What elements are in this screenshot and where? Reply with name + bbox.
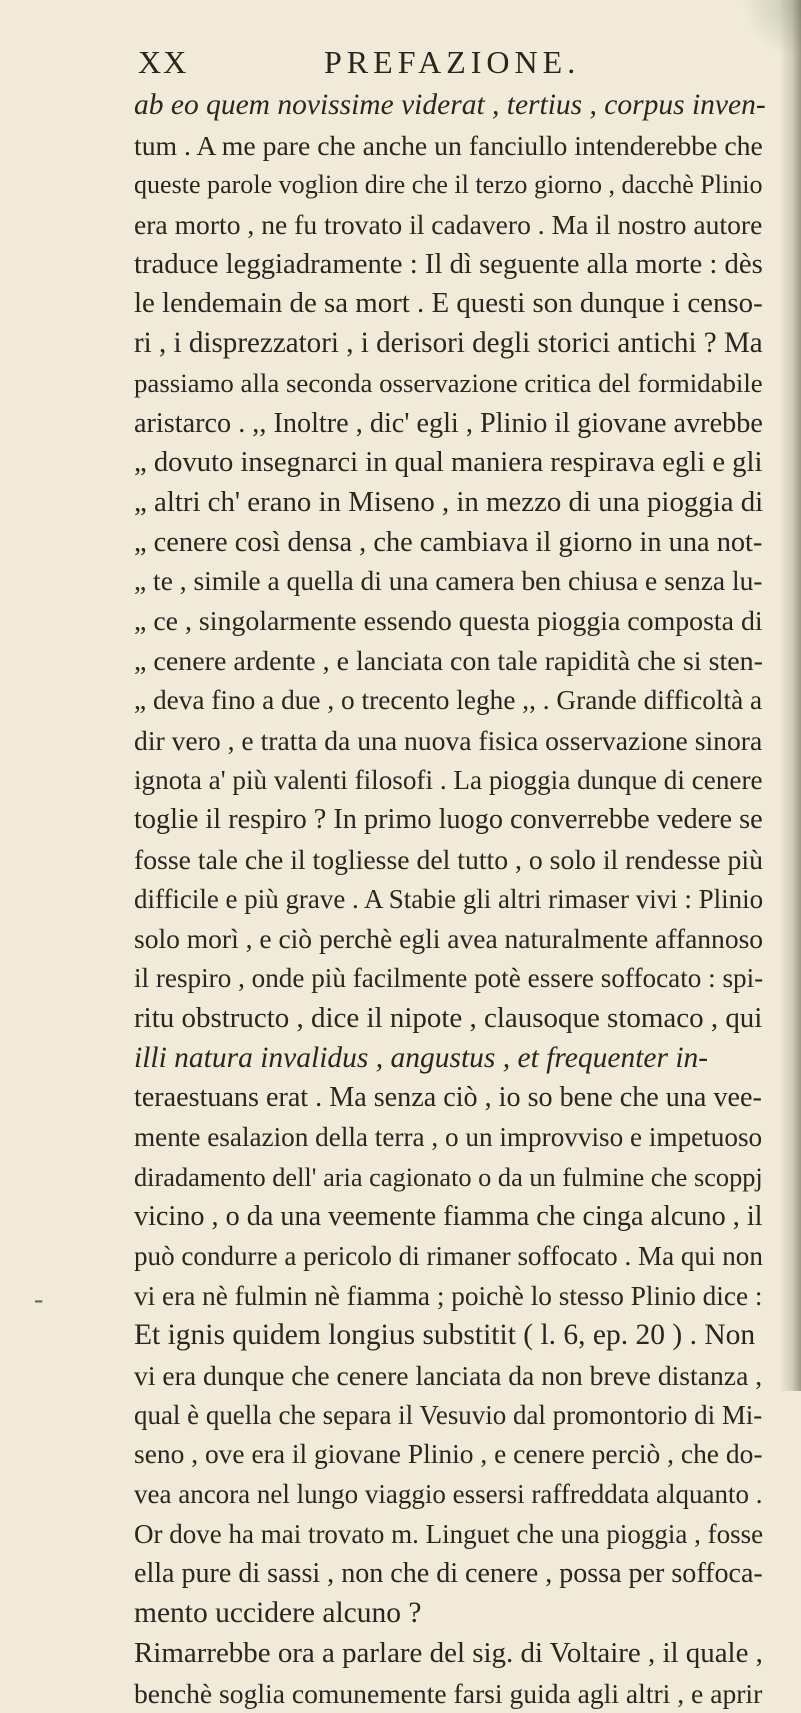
text-line: passiamo alla seconda osservazione critica del formidabile: [134, 364, 766, 404]
text-line: vicino , o da una veemente fiamma che cinga alcuno , il: [134, 1197, 766, 1237]
margin-dash: -: [34, 1284, 43, 1316]
text-line: diradamento dell' aria cagionato o da un fulmine che scoppj: [134, 1158, 766, 1198]
text-line: „ ce , singolarmente essendo questa pioggia composta di: [134, 602, 766, 642]
text-line: Or dove ha mai trovato m. Linguet che una pioggia , fosse: [134, 1515, 766, 1555]
page-number: XX: [138, 44, 188, 81]
page-edge-shadow: [779, 0, 801, 1391]
text-line: ignota a' più valenti filosofi . La pioggia dunque di cenere: [134, 761, 766, 801]
text-line: dir vero , e tratta da una nuova fisica osservazione sinora: [134, 721, 766, 761]
text-line: queste parole voglion dire che il terzo giorno , dacchè Plinio: [134, 165, 766, 205]
text-line: difficile e più grave . A Stabie gli altri rimaser vivi : Plinio: [134, 880, 766, 920]
text-line: „ deva fino a due , o trecento leghe ,, . Grande difficoltà a: [134, 681, 766, 721]
text-line: benchè soglia comunemente farsi guida agli altri , e aprir: [134, 1674, 766, 1713]
text-line: „ cenere ardente , e lanciata con tale rapidità che si sten-: [134, 642, 766, 682]
text-line: aristarco . ,, Inoltre , dic' egli , Plinio il giovane avrebbe: [134, 404, 766, 444]
text-line: illi natura invalidus , angustus , et frequenter in-: [134, 1039, 766, 1079]
text-line: mento uccidere alcuno ?: [134, 1594, 766, 1634]
text-line: mente esalazion della terra , o un improvviso e impetuoso: [134, 1118, 766, 1158]
text-line: vea ancora nel lungo viaggio essersi raffreddata alquanto .: [134, 1475, 766, 1515]
text-line: fosse tale che il togliesse del tutto , o solo il rendesse più: [134, 840, 766, 880]
text-line: Et ignis quidem longius substitit ( l. 6, ep. 20 ) . Non: [134, 1316, 766, 1356]
text-line: può condurre a pericolo di rimaner soffocato . Ma qui non: [134, 1237, 766, 1277]
text-line: traduce leggiadramente : Il dì seguente alla morte : dès: [134, 245, 766, 285]
text-line: ab eo quem novissime viderat , tertius , corpus inven-: [134, 86, 766, 126]
text-line: solo morì , e ciò perchè egli avea naturalmente affannoso: [134, 919, 766, 959]
body-text: [134, 86, 766, 1713]
text-line: „ cenere così densa , che cambiava il giorno in una not-: [134, 523, 766, 563]
text-line: vi era nè fulmin nè fiamma ; poichè lo stesso Plinio dice :: [134, 1277, 766, 1317]
text-line: seno , ove era il giovane Plinio , e cenere perciò , che do-: [134, 1435, 766, 1475]
text-line: tum . A me pare che anche un fanciullo intenderebbe che: [134, 126, 766, 166]
text-line: era morto , ne fu trovato il cadavero . Ma il nostro autore: [134, 205, 766, 245]
page-header: [138, 44, 758, 84]
text-line: „ altri ch' erano in Miseno , in mezzo di una pioggia di: [134, 483, 766, 523]
text-line: il respiro , onde più facilmente potè essere soffocato : spi-: [134, 959, 766, 999]
text-line: qual è quella che separa il Vesuvio dal promontorio di Mi-: [134, 1396, 766, 1436]
text-line: ella pure di sassi , non che di cenere , possa per soffoca-: [134, 1554, 766, 1594]
text-line: Rimarrebbe ora a parlare del sig. di Voltaire , il quale ,: [134, 1634, 766, 1674]
text-line: teraestuans erat . Ma senza ciò , io so bene che una vee-: [134, 1078, 766, 1118]
text-line: „ te , simile a quella di una camera ben chiusa e senza lu-: [134, 562, 766, 602]
text-line: toglie il respiro ? In primo luogo converrebbe vedere se: [134, 800, 766, 840]
running-title: PREFAZIONE.: [324, 44, 580, 81]
text-line: le lendemain de sa mort . E questi son dunque i censo-: [134, 284, 766, 324]
text-line: „ dovuto insegnarci in qual maniera respirava egli e gli: [134, 443, 766, 483]
text-line: vi era dunque che cenere lanciata da non breve distanza ,: [134, 1356, 766, 1396]
text-line: ritu obstructo , dice il nipote , clausoque stomaco , qui: [134, 999, 766, 1039]
text-line: ri , i disprezzatori , i derisori degli storici antichi ? Ma: [134, 324, 766, 364]
